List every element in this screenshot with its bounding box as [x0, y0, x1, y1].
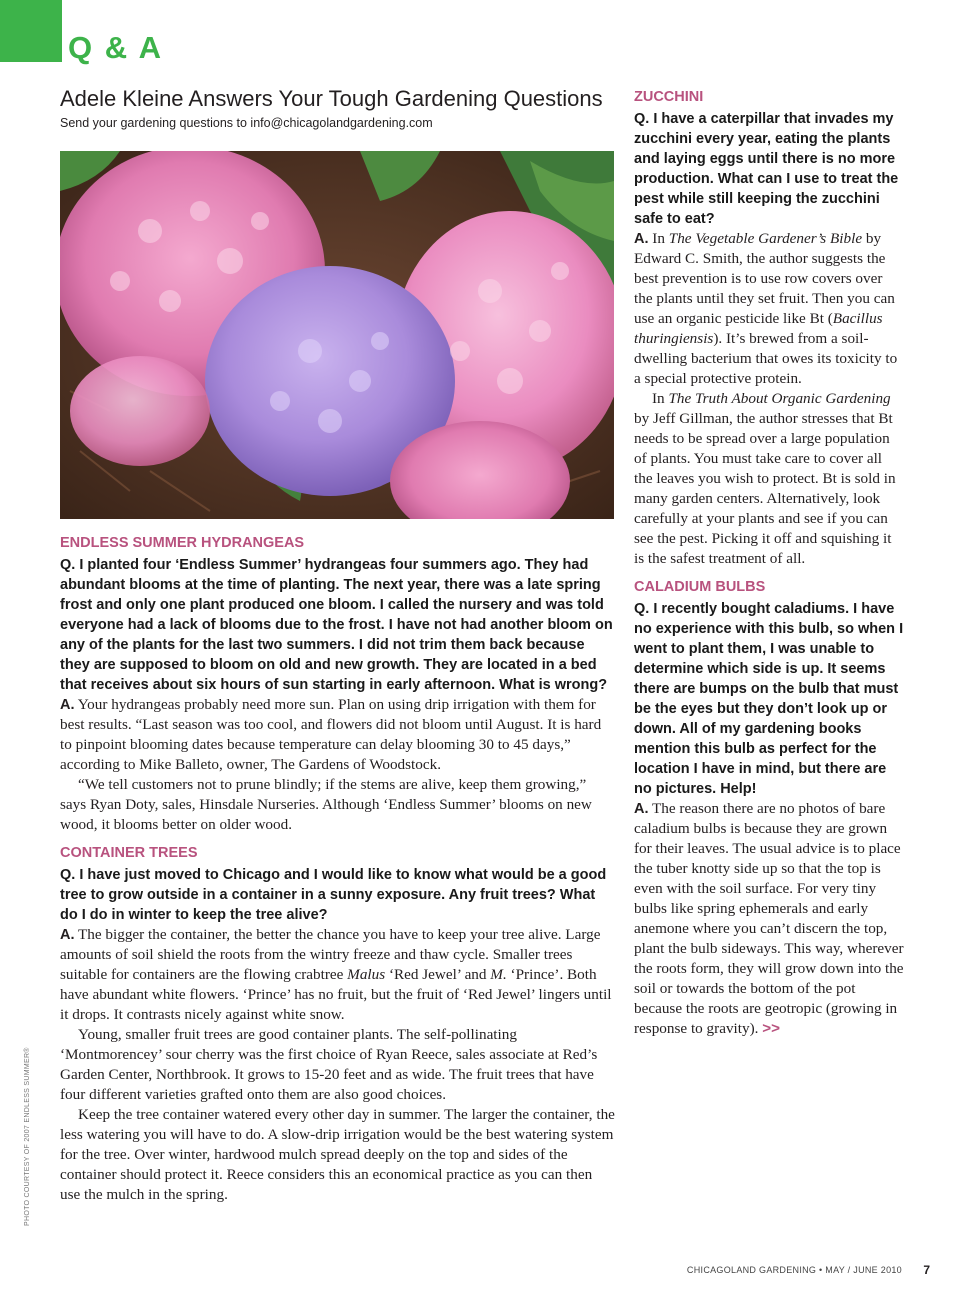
photo-credit: PHOTO COURTESY OF 2007 ENDLESS SUMMER®: [24, 1047, 31, 1226]
answer-hydrangeas-p1: [60, 695, 616, 775]
answer-lead: A.: [634, 231, 649, 247]
answer-container-p3: Keep the tree container watered every other day in summer. The larger the container, the less watering you will have to do. A slow-drip irrigation would be the best watering system for the tree. Over winter, hardwood mulch spread deeply on the top and sides of the container should protect it. Reece considers this an economical practice as you can then use the mulch in the spring.: [60, 1106, 615, 1203]
answer-text: Your hydrangeas probably need more sun. Plan on using drip irrigation with them for best results. “Last season was too cool, and flowers did not bloom until August. It is hard to pinpoint blooming dates because temperature can delay blooming 30 to 45 days,” according to Mike Balleto, owner, The Gardens of Woodstock.: [60, 696, 602, 773]
article-container-trees: [60, 844, 616, 1205]
question-caladium: Q. I recently bought caladiums. I have no experience with this bulb, so when I went to plant them, I was unable to determine which side is up. It seems there are bumps on the bulb that must be the eyes but they don’t look up or down. All of my gardening books mention this bulb as perfect for the location I have in mind, but there are no pictures. Help!: [634, 601, 904, 797]
page-headline: Adele Kleine Answers Your Tough Gardening Questions: [60, 86, 603, 111]
answer-lead: A.: [634, 801, 649, 817]
answer-caladium-p1: [634, 799, 904, 1039]
genus-name: Malus: [347, 966, 386, 983]
answer-container-p1: [60, 925, 616, 1025]
answer-zucchini-p2: [634, 389, 904, 569]
question-container-trees: Q. I have just moved to Chicago and I would like to know what would be a good tree to grow outside in a container in a sunny exposure. Any fruit trees? What do I do in winter to keep the tree alive?: [60, 867, 607, 923]
answer-text: ‘Prince’. Both have abundant white flowers. ‘Prince’ has no fruit, but the fruit of ‘Red Jewel’ lingers until it drops. It contrasts nicely against white snow.: [60, 966, 612, 1023]
species-name: Bacillus thuringiensis: [634, 310, 883, 347]
genus-abbrev: M.: [490, 966, 507, 983]
left-column: [60, 534, 616, 1205]
answer-text: The reason there are no photos of bare caladium bulbs is because they are grown for their leaves. The usual advice is to place the tuber knotty side up so that the top is even with the soil surface. For very tiny bulbs like spring ephemerals and early anemone where you can’t discern the top, plant the bulb sideways. This way, wherever the roots form, they will grow down into the soil or towards the bottom of the pot because the roots are geotropic (growing in response to gravity).: [634, 800, 904, 1037]
continued-arrow-icon[interactable]: >>: [762, 1020, 780, 1037]
answer-text: by Jeff Gillman, the author stresses that Bt needs to be spread over a large population of plants. You must take care to cover all the leaves you wish to protect. Bt is sold in many garden centers. Alternatively, look carefully at your plants and see if you can see the pest. Picking it off and squishing it is the safest treatment of all.: [634, 410, 896, 567]
article-caladium: [634, 578, 904, 1039]
hydrangea-photo: [60, 151, 614, 519]
answer-container-p2: Young, smaller fruit trees are good container plants. The self-pollinating ‘Montmorencey’ sour cherry was the first choice of Ryan Reece, sales associate at Red’s Garden Center, Northbrook. It grows to 15-20 feet and as wide. The fruit trees that have four different varieties grafted onto them are also good choices.: [60, 1026, 598, 1103]
section-color-tab: [0, 0, 62, 62]
answer-text: In: [652, 390, 669, 407]
article-endless-summer: [60, 534, 616, 835]
section-label: Q & A: [68, 30, 163, 65]
question-hydrangeas: Q. I planted four ‘Endless Summer’ hydrangeas four summers ago. They had abundant blooms at the time of planting. The next year, there was a late spring frost and only one plant produced one bloom. I called the nursery and was told everyone had a lack of blooms due to the frost. I have not had another bloom on any of the plants for the last two summers. I did not trim them back because they are supposed to bloom on old and new growth. They are located in a bed that receives about six hours of sun starting in early afternoon. What is wrong?: [60, 557, 613, 693]
page-number: 7: [923, 1263, 930, 1277]
answer-text: In: [648, 230, 669, 247]
answer-zucchini-p1: [634, 229, 904, 389]
section-title-caladium: CALADIUM BULBS: [634, 579, 766, 595]
answer-text: The bigger the container, the better the chance you have to keep your tree alive. Large amounts of soil shield the roots from the wintry freeze and thaw cycle. Smaller trees suitable for containers are the flowing crabtree: [60, 926, 601, 983]
section-title-zucchini: ZUCCHINI: [634, 89, 704, 105]
submission-line[interactable]: Send your gardening questions to info@chicagolandgardening.com: [60, 116, 433, 130]
section-title-container-trees: CONTAINER TREES: [60, 845, 198, 861]
answer-text: ‘Red Jewel’ and: [385, 966, 491, 983]
answer-lead: A.: [60, 697, 75, 713]
section-title-hydrangeas: ENDLESS SUMMER HYDRANGEAS: [60, 535, 305, 551]
book-title: The Truth About Organic Gardening: [668, 390, 891, 407]
book-title: The Vegetable Gardener’s Bible: [668, 230, 863, 247]
right-column: [634, 88, 904, 1039]
hydrangea-illustration: [60, 151, 614, 519]
answer-text: by Edward C. Smith, the author suggests the best prevention is to use row covers over the plants until they set fruit. Then you can use an organic pesticide like Bt (: [634, 230, 895, 327]
answer-hydrangeas-p2: “We tell customers not to prune blindly; if the stems are alive, keep them growing,” says Ryan Doty, sales, Hinsdale Nurseries. Although ‘Endless Summer’ blooms on new wood, it blooms better on older wood.: [60, 776, 592, 833]
answer-text: ). It’s brewed from a soil-dwelling bacterium that owes its toxicity to a special protective protein.: [634, 330, 898, 387]
footer-publication: CHICAGOLAND GARDENING • MAY / JUNE 2010: [686, 1265, 902, 1275]
question-zucchini: Q. I have a caterpillar that invades my zucchini every year, eating the plants and laying eggs until there is no more production. What can I use to treat the pest while still keeping the zucchini safe to eat?: [634, 111, 899, 227]
article-zucchini: [634, 88, 904, 569]
answer-lead: A.: [60, 927, 75, 943]
